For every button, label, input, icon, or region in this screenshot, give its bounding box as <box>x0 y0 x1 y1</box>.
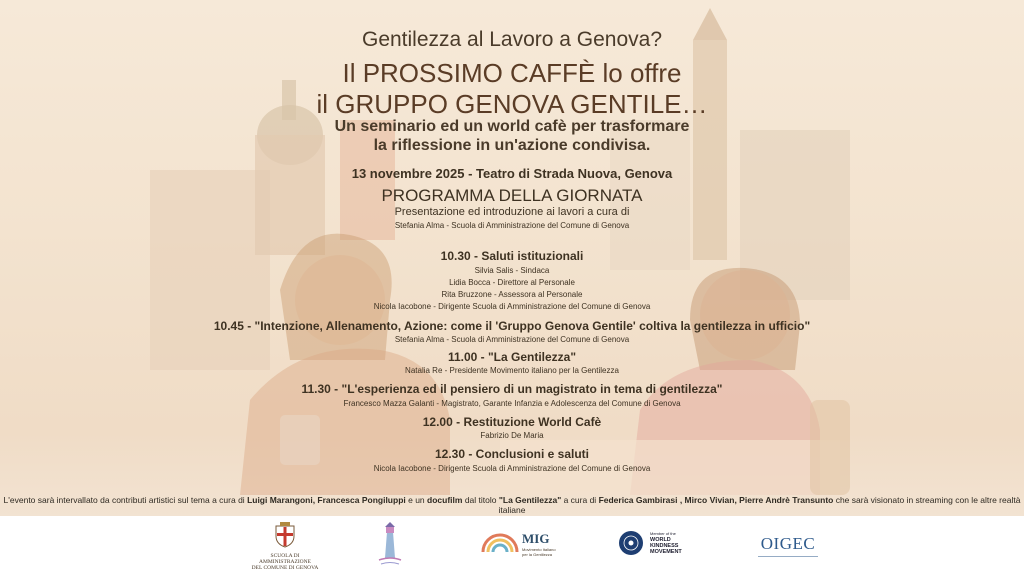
wkm-text <box>650 531 710 555</box>
header-line-1: Gentilezza al Lavoro a Genova? <box>361 28 663 51</box>
speaker-line: Lidia Bocca - Direttore al Personale <box>449 278 575 287</box>
mig-logo-subtitle: Movimento Italiano per la Gentilezza <box>522 547 556 557</box>
oigec-logo-text: OIGEC <box>760 534 816 553</box>
comune-logo-line-2: DEL COMUNE DI GENOVA <box>251 565 319 571</box>
mig-logo-text: MIG <box>522 531 550 546</box>
schedule-item-1045: 10.45 - "Intenzione, Allenamento, Azione: come il 'Gruppo Genova Gentile' coltiva la gentilezza in ufficio" <box>213 319 811 333</box>
comune-logo-line-1: SCUOLA DI AMMINISTRAZIONE <box>259 553 311 565</box>
event-date-place: 13 novembre 2025 - Teatro di Strada Nuova, Genova <box>351 166 673 181</box>
lighthouse-icon <box>377 522 403 568</box>
schedule-item-1130: 11.30 - "L'esperienza ed il pensiero di un magistrato in tema di gentilezza" <box>301 382 723 396</box>
comune-genova-logo <box>245 522 325 572</box>
header-line-3: il GRUPPO GENOVA GENTILE… <box>316 89 708 119</box>
wkm-line-2: WORLD <box>650 537 671 543</box>
speaker-line: Natalia Re - Presidente Movimento italiano per la Gentilezza <box>405 366 619 375</box>
wkm-line-1: Member of the <box>650 531 676 536</box>
speaker-line: Silvia Salis - Sindaca <box>474 266 550 275</box>
footnote-text: L'evento sarà intervallato da contributi artistici sul tema a cura di <box>3 495 248 505</box>
artistic-contributions-note <box>0 495 1024 515</box>
schedule-item-1200: 12.00 - Restituzione World Cafè <box>422 415 602 429</box>
header-line-4: Un seminario ed un world cafè per trasformare <box>334 118 690 135</box>
gruppo-genova-gentile-logo <box>370 522 410 572</box>
oigec-logo <box>748 534 828 576</box>
schedule-item-1100: 11.00 - "La Gentilezza" <box>447 350 577 364</box>
footnote-authors: Federica Gambirasi , Mirco Vivian, Pierre Andrè Transunto <box>598 495 834 505</box>
wkm-line-3: KINDNESS <box>650 543 679 549</box>
rainbow-icon <box>480 532 520 554</box>
footnote-text: dal titolo <box>462 495 499 505</box>
presenter-line: Stefania Alma - Scuola di Amministrazione del Comune di Genova <box>394 221 630 230</box>
logo-strip <box>0 516 1024 576</box>
programme-title: PROGRAMMA DELLA GIORNATA <box>381 186 643 205</box>
speaker-line: Fabrizio De Maria <box>480 431 544 440</box>
speaker-line: Francesco Mazza Galanti - Magistrato, Garante Infanzia e Adolescenza del Comune di Genova <box>343 399 681 408</box>
footnote-text: e un <box>405 495 428 505</box>
header-line-2: Il PROSSIMO CAFFÈ lo offre <box>342 58 682 88</box>
footnote-text: che sarà visionato in streaming con le altre realtà italiane <box>498 495 1021 515</box>
coat-of-arms-icon <box>274 522 296 548</box>
footnote-text: a cura di <box>561 495 599 505</box>
header-line-5: la riflessione in un'azione condivisa. <box>373 137 651 154</box>
speaker-line: Nicola Iacobone - Dirigente Scuola di Amministrazione del Comune di Genova <box>373 464 651 473</box>
footnote-film-title: "La Gentilezza" <box>498 495 562 505</box>
presentation-line: Presentazione ed introduzione ai lavori a cura di <box>394 206 630 218</box>
schedule-item-1030: 10.30 - Saluti istituzionali <box>440 249 584 263</box>
speaker-line: Stefania Alma - Scuola di Amministrazione del Comune di Genova <box>394 335 630 344</box>
schedule-item-1230: 12.30 - Conclusioni e saluti <box>434 447 590 461</box>
globe-icon <box>618 530 644 556</box>
wkm-line-4: MOVEMENT <box>650 549 682 555</box>
speaker-line: Nicola Iacobone - Dirigente Scuola di Amministrazione del Comune di Genova <box>373 302 651 311</box>
oigec-underline <box>758 556 818 557</box>
mig-logo <box>478 530 558 576</box>
footnote-docufilm: docufilm <box>427 495 463 505</box>
world-kindness-logo <box>618 530 708 576</box>
speaker-line: Rita Bruzzone - Assessora al Personale <box>441 290 583 299</box>
footnote-artists: Luigi Marangoni, Francesca Pongiluppi <box>247 495 406 505</box>
